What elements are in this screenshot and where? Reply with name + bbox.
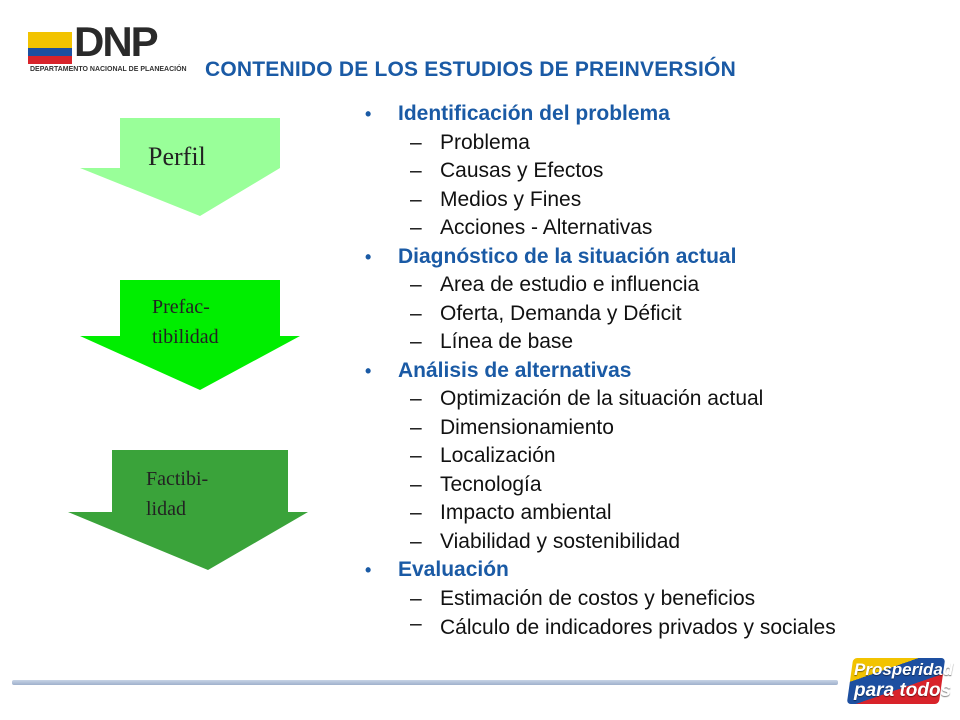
section-heading-text: Evaluación	[398, 558, 509, 581]
brand-line-2: para todos	[854, 680, 952, 701]
bullet-icon: •	[365, 360, 372, 381]
stage-label	[148, 142, 206, 172]
stage-label	[146, 464, 208, 524]
list-item	[360, 328, 880, 357]
stage-label-line: lidad	[146, 498, 186, 520]
stage-label-line: Prefac-	[152, 296, 210, 318]
list-item	[360, 214, 880, 243]
stage-label-line: tibilidad	[152, 326, 219, 348]
list-item-text: Acciones - Alternativas	[440, 216, 653, 239]
list-item	[360, 528, 880, 557]
brand-line-1: Prosperidad	[854, 660, 954, 679]
list-item	[360, 414, 880, 443]
list-item-text: Oferta, Demanda y Déficit	[440, 301, 682, 325]
bullet-icon: •	[365, 246, 372, 267]
list-item	[360, 129, 880, 158]
dash-icon: –	[410, 444, 422, 467]
list-item-text: Línea de base	[440, 330, 574, 353]
list-item	[360, 157, 880, 186]
dash-icon: –	[410, 529, 422, 553]
list-item	[360, 186, 880, 215]
stage-arrow-perfil	[80, 118, 280, 218]
stage-label-line: Factibi-	[146, 468, 209, 490]
list-item	[360, 613, 840, 638]
list-item-text: Estimación de costos y beneficios	[440, 586, 756, 610]
prosperidad-logo	[848, 656, 954, 706]
list-item	[360, 471, 880, 500]
list-item-text: Viabilidad y sostenibilidad	[440, 529, 681, 553]
dash-icon: –	[410, 387, 422, 410]
list-item	[360, 499, 880, 528]
section-heading	[360, 556, 880, 585]
section-heading	[360, 357, 880, 386]
list-item	[360, 271, 880, 300]
logo-subtitle: DEPARTAMENTO NACIONAL DE PLANEACIÓN	[30, 66, 187, 73]
list-item-text: Medios y Fines	[440, 187, 582, 211]
content-outline	[360, 100, 880, 638]
list-item-text: Optimización de la situación actual	[440, 387, 764, 410]
list-item-text: Area de estudio e influencia	[440, 273, 700, 296]
dash-icon: –	[410, 130, 422, 154]
list-item-text: Impacto ambiental	[440, 501, 612, 524]
dash-icon: –	[410, 273, 422, 296]
stage-label-line: Perfil	[148, 142, 206, 171]
stage-label	[152, 292, 219, 352]
section-heading	[360, 243, 880, 272]
dash-icon: –	[410, 586, 422, 610]
bullet-icon: •	[365, 104, 372, 124]
dash-icon: –	[410, 472, 422, 496]
list-item	[360, 585, 880, 614]
list-item	[360, 300, 880, 329]
dash-icon: –	[410, 415, 422, 439]
colombia-flag-icon	[28, 32, 72, 64]
section-heading-text: Análisis de alternativas	[398, 358, 632, 382]
dash-icon: –	[410, 159, 422, 182]
list-item	[360, 442, 880, 471]
dash-icon: –	[410, 330, 422, 353]
footer-divider	[12, 680, 838, 685]
list-item-text: Causas y Efectos	[440, 159, 604, 182]
dash-icon: –	[410, 612, 422, 635]
section-heading-text: Identificación del problema	[398, 102, 670, 125]
list-item-text: Dimensionamiento	[440, 415, 614, 439]
list-item	[360, 385, 880, 414]
list-item-text: Problema	[440, 130, 530, 154]
list-item-text: Localización	[440, 444, 556, 467]
dash-icon: –	[410, 187, 422, 211]
bullet-icon: •	[365, 560, 372, 580]
dnp-logo	[28, 14, 187, 73]
stage-arrow-prefactibilidad	[80, 280, 300, 392]
dash-icon: –	[410, 216, 422, 239]
section-heading	[360, 100, 880, 129]
section-heading-text: Diagnóstico de la situación actual	[398, 244, 737, 268]
list-item-text: Tecnología	[440, 472, 542, 496]
list-item-text: Cálculo de indicadores privados y sociales	[440, 616, 836, 639]
dash-icon: –	[410, 301, 422, 325]
stage-arrow-factibilidad	[68, 450, 308, 572]
dash-icon: –	[410, 501, 422, 524]
logo-text: DNP	[74, 18, 157, 65]
page-title: CONTENIDO DE LOS ESTUDIOS DE PREINVERSIÓN	[205, 58, 736, 81]
